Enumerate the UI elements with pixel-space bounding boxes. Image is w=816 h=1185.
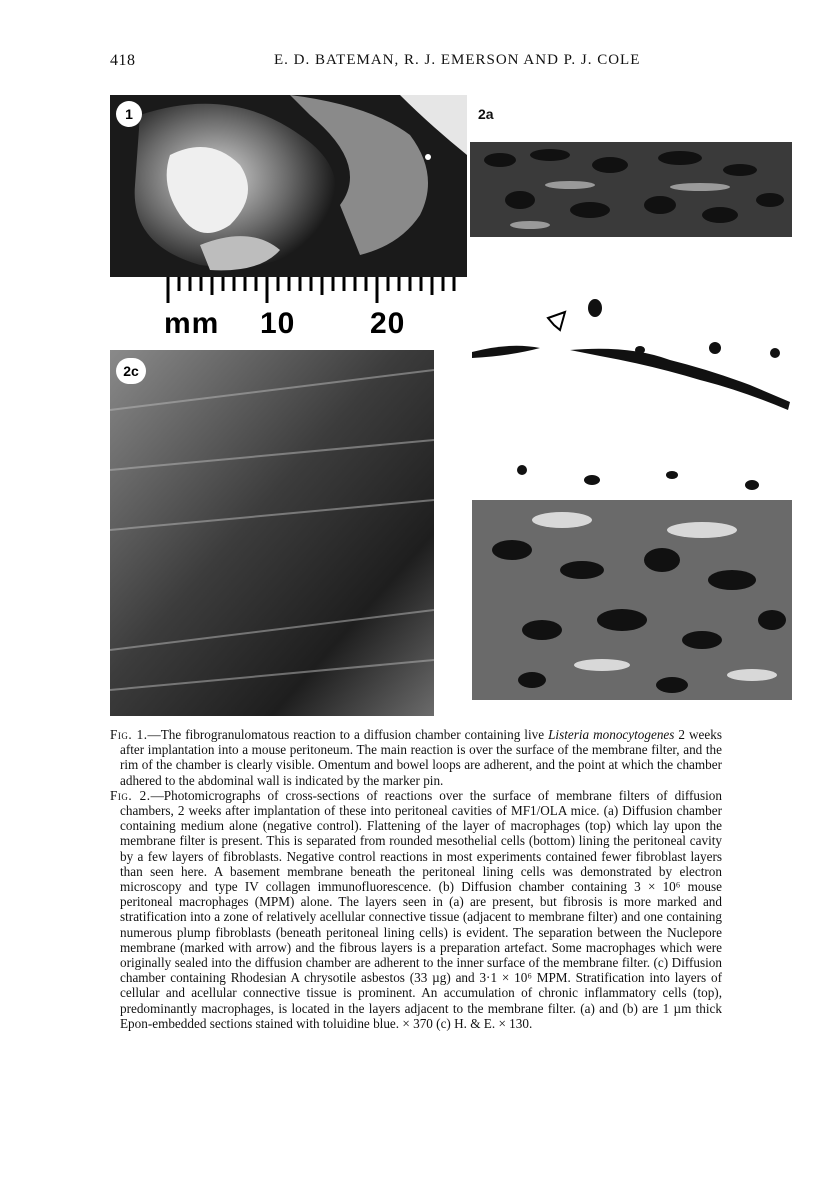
figure-1-image <box>110 95 467 277</box>
figure-1-photo <box>110 95 467 277</box>
ruler-mark-10: 10 <box>260 307 296 340</box>
caption-fig-2-label: Fig. 2. <box>110 787 151 803</box>
caption-fig-2-text: —Photomicrographs of cross-sections of reactions over the surface of membrane filters of diffusion chambers, 2 weeks after implantation of these into peritoneal cavities of MF1/OLA mice. (a) Diffusion chamber containing medium alone (negative control). Flattening of the layer of macrophages (top) which lay upon the membrane filter is present. This is separated from rounded mesothelial cells (bottom) lining the peritoneal cavity by a few layers of fibroblasts. Negative control reactions in most experiments contained fewer fibroblast layers than seen here. A basement membrane beneath the peritoneal lining cells was demonstrated by electron microscopy and type IV collagen immunofluorescence. (b) Diffusion chamber containing 3 × 10⁶ mouse peritoneal macrophages (MPM) alone. The layers seen in (a) are present, but fibrosis is more marked and stratification into a zone of relatively acellular connective tissue (adjacent to membrane filter) and one containing numerous plump fibroblasts (beneath peritoneal lining cells) is evident. The separation between the Nuclepore membrane (marked with arrow) and the fibrous layers is a preparation artefact. Some macrophages which were originally sealed into the diffusion chamber are adherent to the inner surface of the membrane filter. (c) Diffusion chamber containing Rhodesian A chrysotile asbestos (33 µg) and 3·1 × 10⁶ MPM. Stratification into layers of cellular and acellular connective tissue is prominent. An accumulation of chronic inflammatory cells (top), predominantly macrophages, is located in the layers adjacent to the membrane filter. (a) and (b) are 1 µm thick Epon-embedded sections stained with toluidine blue. × 370 (c) H. & E. × 130. <box>120 787 722 1031</box>
ruler-mark-20: 20 <box>370 307 406 340</box>
caption-fig-1-text-b: 2 weeks after implantation into a mouse peritoneum. The main reaction is over the surface of the membrane filter, and the rim of the chamber is clearly visible. Omentum and bowel loops are adherent, and the point at which the chamber adhered to the abdominal wall is indicated by the marker pin. <box>120 727 722 788</box>
scale-ruler <box>160 277 466 345</box>
panel-label-1: 1 <box>116 101 142 127</box>
page-header <box>110 52 722 74</box>
caption-fig-1-text-a: —The fibrogranulomatous reaction to a diffusion chamber containing live <box>147 727 549 742</box>
figure-2-lower-right-photo <box>472 460 792 706</box>
figure-2c-photo <box>110 350 434 716</box>
caption-fig-1 <box>110 727 722 788</box>
caption-fig-1-label: Fig. 1. <box>110 727 148 742</box>
ruler-unit-label: mm <box>164 307 220 340</box>
figure-2-lower-right-image <box>472 460 792 706</box>
running-head: E. D. BATEMAN, R. J. EMERSON AND P. J. COLE <box>274 52 641 68</box>
figure-caption <box>110 727 722 1031</box>
page-number: 418 <box>110 52 136 69</box>
figure-2a-photo <box>470 130 792 242</box>
caption-fig-2 <box>110 788 722 1031</box>
figure-2b-image <box>470 290 792 415</box>
panel-label-2c: 2c <box>116 358 146 384</box>
figure-2a-image <box>470 130 792 242</box>
arrow-icon <box>548 312 565 330</box>
figure-2c-image <box>110 350 434 716</box>
figure-2b-photo <box>470 290 792 415</box>
panel-label-2a: 2a <box>478 106 494 122</box>
caption-fig-1-species: Listeria monocytogenes <box>548 727 675 742</box>
ruler-ticks <box>160 277 466 307</box>
